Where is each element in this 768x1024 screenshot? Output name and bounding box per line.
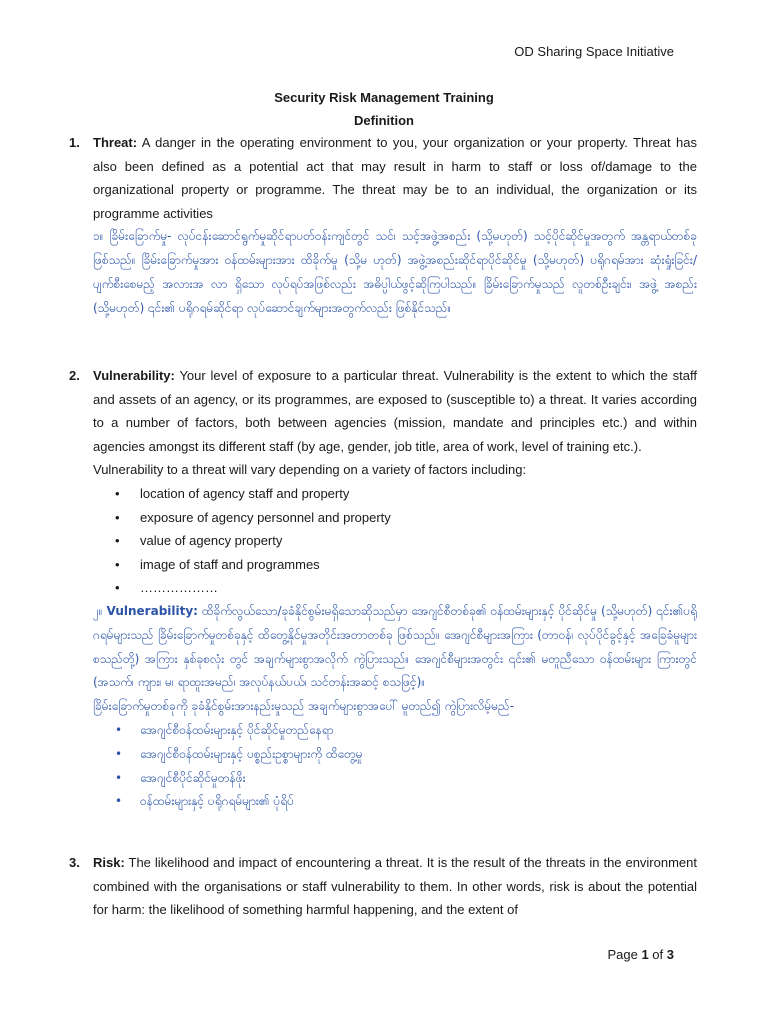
risk-definition — [93, 851, 697, 922]
list-item: • value of agency property — [93, 529, 697, 553]
vulnerability-mm-factors-list — [93, 719, 697, 814]
list-item: • location of agency staff and property — [93, 482, 697, 506]
list-item: • exposure of agency personnel and property — [93, 506, 697, 530]
document-title: Security Risk Management Training — [274, 90, 494, 105]
header-org: OD Sharing Space Initiative — [514, 44, 674, 59]
section-number-risk: 3. — [69, 855, 80, 870]
page-footer — [607, 947, 674, 962]
threat-mm-text: ခြိမ်းခြောက်မှု- လုပ်ငန်းဆောင်ရွက်မှုဆိုင်ရာပတ်ဝန်းကျင်တွင် သင်၊ သင့်အဖွဲ့အစည်း (သို့မဟုတ်) သင့်ပိုင်ဆိုင်မှုအတွက် အန္တရာယ်တစ်ခုဖြစ်သည်။ ခြိမ်းခြောက်မှုအား ဝန်ထမ်းများအား ထိခိုက်မှု (သို့မ ဟုတ်) အဖွဲ့အစည်းဆိုင်ရာပိုင်ဆိုင်မှု (သို့မဟုတ်) ပရိုဂရမ်အား ဆုံးရှုံးခြင်း/ပျက်စီးစေမည့် အလားအ လာ ရှိသော လုပ်ရပ်အဖြစ်လည်း အဓိပ္ပါယ်ဖွင့်ဆိုကြပါသည်။ ခြိမ်းခြောက်မှုသည် လူတစ်ဦးချင်း၊ အဖွဲ့ အစည်း (သို့မဟုတ်) ၎င်း၏ ပရိုဂရမ်ဆိုင်ရာ လုပ်ဆောင်ချက်များအတွက်လည်း ဖြစ်နိုင်သည်။ — [93, 229, 697, 315]
threat-myanmar — [93, 225, 697, 320]
vulnerability-factors-intro: Vulnerability to a threat will vary depending on a variety of factors including: — [93, 462, 527, 478]
vulnerability-factors-list — [93, 482, 697, 600]
vulnerability-mm-prefix: ၂။ — [93, 603, 107, 618]
list-item: • အေဂျင်စီဝန်ထမ်းများနှင့် ပစ္စည်းဥစ္စာများကို ထိတွေ့မှု — [93, 743, 697, 767]
risk-term: Risk: — [93, 855, 125, 870]
list-item: • ……………… — [93, 576, 697, 600]
vulnerability-term: Vulnerability: — [93, 368, 175, 383]
threat-text: A danger in the operating environment to you, your organization or your property. Threat has also been defined as a potential act that may result in harm to staff or loss of/damage to the organizational property or programme. The threat may be to an individual, the organization or its programme activities — [93, 135, 697, 221]
vulnerability-definition — [93, 364, 697, 458]
threat-definition — [93, 131, 697, 225]
vulnerability-mm-term: Vulnerability: — [106, 603, 198, 618]
section-risk — [93, 851, 697, 922]
threat-term: Threat: — [93, 135, 138, 150]
section-number-threat: 1. — [69, 135, 80, 150]
page-label: Page — [607, 947, 638, 962]
section-vulnerability — [93, 364, 697, 814]
list-item: • image of staff and programmes — [93, 553, 697, 577]
threat-mm-prefix: ၁။ — [93, 229, 110, 244]
vulnerability-myanmar — [93, 600, 697, 695]
vulnerability-text: Your level of exposure to a particular threat. Vulnerability is the extent to which the staff and assets of an agency, or its programmes, are exposed to (susceptible to) a threat. It varies according to a number of factors, both between agencies (mission, mandate and principles etc.) and within agencies amongst its different staff (by age, gender, job title, area of work, level of training etc.). — [93, 368, 697, 454]
vulnerability-mm-text: ထိခိုက်လွယ်သော/ခုခံနိုင်စွမ်းမရှိသောဆိုသည်မှာ အေဂျင်စီတစ်ခု၏ ဝန်ထမ်းများနှင့် ပိုင်ဆိုင်မှု (သို့မဟုတ်) ၎င်း၏ပရိုဂရမ်များသည် ခြိမ်းခြောက်မှုတစ်ခုနှင့် ထိတွေ့နိုင်မှုအတိုင်းအတာတစ်ခု ဖြစ်သည်။ အေဂျင်စီများအကြား (တာဝန်၊ လုပ်ပိုင်ခွင့်နှင့် အခြေခံမူများ စသည်တို့) အကြား နှစ်ခုစလုံး တွင် အချက်များစွာအလိုက် ကွဲပြားသည်။ အေဂျင်စီများအတွင်း ၎င်း၏ မတူညီသော ဝန်ထမ်းများ ကြားတွင် (အသက်၊ ကျား၊ မ၊ ရာထူးအမည်၊ အလုပ်နယ်ပယ်၊ သင်တန်းအဆင့် စသဖြင့်)။ — [93, 603, 697, 690]
list-item: • ဝန်ထမ်းများနှင့် ပရိုဂရမ်များ၏ ပုံရိပ် — [93, 790, 697, 814]
list-item: • အေဂျင်စီပိုင်ဆိုင်မှုတန်ဖိုး — [93, 767, 697, 791]
section-threat — [93, 131, 697, 321]
risk-text: The likelihood and impact of encountering a threat. It is the result of the threats in the environment combined with the organisations or staff vulnerability to them. In other words, risk is about the potential for harm: the likelihood of something harmful happening, and the extent of — [93, 855, 697, 918]
section-number-vulnerability: 2. — [69, 368, 80, 383]
of-label: of — [652, 947, 664, 962]
vulnerability-mm-factors-intro: ခြိမ်းခြောက်မှုတစ်ခုကို ခုခံနိုင်စွမ်းအားနည်းမှုသည် အချက်များစွာအပေါ် မူတည်၍ ကွဲပြားလိမ့်မည်- — [93, 699, 515, 714]
page-number: 1 — [641, 947, 649, 962]
page-total: 3 — [666, 947, 674, 962]
list-item: • အေဂျင်စီဝန်ထမ်းများနှင့် ပိုင်ဆိုင်မှုတည်နေရာ — [93, 719, 697, 743]
document-subtitle: Definition — [354, 113, 414, 128]
